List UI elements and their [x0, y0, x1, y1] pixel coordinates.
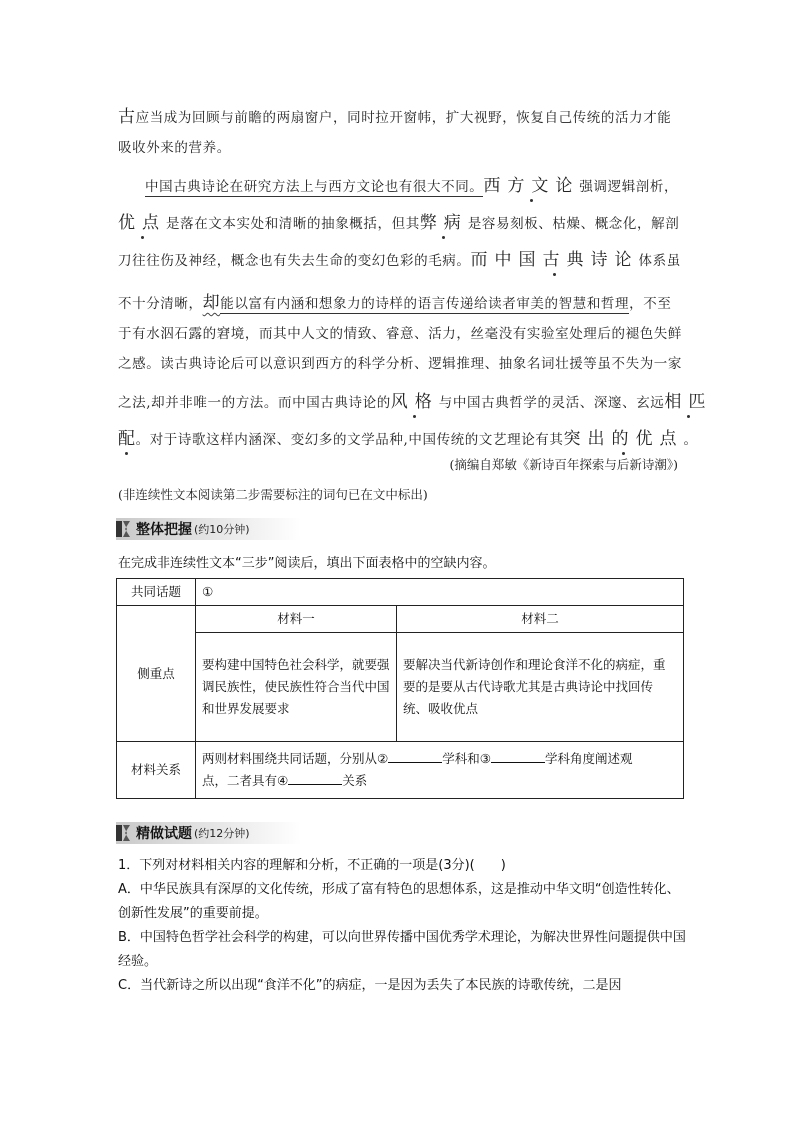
option-b[interactable]: B．中国特色哲学社会科学的构建，可以向世界传播中国优秀学术理论，为解决世界性问题提供中国经验。 — [118, 930, 686, 969]
passage-line-9: 之法,却并非唯一的方法。而中国古典诗论的风格与中国古典哲学的灵活、深邃、玄远相匹 — [118, 392, 713, 412]
section-time: (约10分钟) — [194, 523, 250, 536]
section-time: (约12分钟) — [194, 827, 250, 840]
option-a[interactable]: A．中华民族具有深厚的文化传统，形成了富有特色的思想体系，这是推动中华文明“创造性转化、创新性发展”的重要前提。 — [118, 882, 680, 921]
answer-blank-3[interactable] — [491, 748, 545, 763]
summary-table — [116, 578, 684, 799]
section-header-overall — [116, 518, 316, 540]
column-header-material-1: 材料一 — [196, 606, 397, 633]
focus-material-2: 要解决当代新诗创作和理论食洋不化的病症，重要的是要从古代诗歌尤其是古典诗论中找回传统、吸收优点 — [397, 633, 684, 742]
table-row — [117, 742, 684, 799]
row-label-topic: 共同话题 — [117, 579, 196, 606]
option-c[interactable]: C．当代新诗之所以出现“食洋不化”的病症，一是因为丢失了本民族的诗歌传统，二是因 — [118, 978, 622, 993]
passage-note: (非连续性文本阅读第二步需要标注的词句已在文中标出) — [118, 487, 428, 502]
passage-line-2: 吸收外来的营养。 — [118, 140, 231, 156]
answer-blank-1[interactable]: ① — [196, 579, 684, 606]
passage-line-1: 古应当成为回顾与前瞻的两扇窗户，同时拉开窗帏，扩大视野，恢复自己传统的活力才能 — [118, 107, 672, 127]
answer-blank-4[interactable] — [288, 770, 342, 785]
row-label-relation: 材料关系 — [117, 742, 196, 799]
table-row — [117, 633, 684, 742]
passage-line-7: 于有水泅石露的窘境，而其中人文的情致、睿意、活力，丝毫没有实验室处理后的褪色失鲜 — [118, 326, 682, 342]
table-row — [117, 579, 684, 606]
section-title: 精做试题 — [136, 826, 192, 842]
double-chevron-icon — [116, 521, 130, 537]
focus-material-1: 要构建中国特色社会科学，就要强调民族性，使民族性符合当代中国和世界发展要求 — [196, 633, 397, 742]
passage-source: (摘编自郑敏《新诗百年探索与后新诗潮》) — [449, 457, 678, 472]
passage-line-5: 刀往往伤及神经，概念也有失去生命的变幻色彩的毛病。而中国古典诗论体系虽 — [118, 250, 681, 270]
passage-line-10: 配。对于诗歌这样内涵深、变幻多的文学品种,中国传统的文艺理论有其突出的优点。 — [118, 429, 698, 449]
question-1-stem: 1．下列对材料相关内容的理解和分析，不正确的一项是(3分)( ) — [118, 858, 506, 873]
table-row — [117, 606, 684, 633]
row-label-focus: 侧重点 — [117, 606, 196, 742]
relation-cell: 两则材料围绕共同话题，分别从② 学科和③ 学科角度阐述观 点，二者具有④ 关系 — [196, 742, 684, 799]
table-instruction: 在完成非连续性文本“三步”阅读后，填出下面表格中的空缺内容。 — [118, 556, 496, 571]
column-header-material-2: 材料二 — [397, 606, 684, 633]
double-chevron-icon — [116, 825, 130, 841]
passage-line-6: 不十分清晰，却能以富有内涵和想象力的诗样的语言传递给读者审美的智慧和哲理，不至 — [118, 293, 672, 313]
section-header-practice — [116, 822, 316, 844]
answer-blank-2[interactable] — [388, 748, 442, 763]
passage-line-8: 之感。读古典诗论后可以意识到西方的科学分析、逻辑推理、抽象名词壮援等虽不失为一家 — [118, 356, 682, 372]
passage-line-3: 中国古典诗论在研究方法上与西方文论也有很大不同。西方文论强调逻辑剖析， — [145, 176, 679, 196]
marked-phrase-west-theory: 西方文论 — [483, 176, 580, 196]
passage-line-4: 优点是落在文本实处和清晰的抽象概括，但其弊病是容易刻板、枯燥、概念化，解剖 — [118, 213, 680, 233]
section-title: 整体把握 — [136, 522, 192, 538]
